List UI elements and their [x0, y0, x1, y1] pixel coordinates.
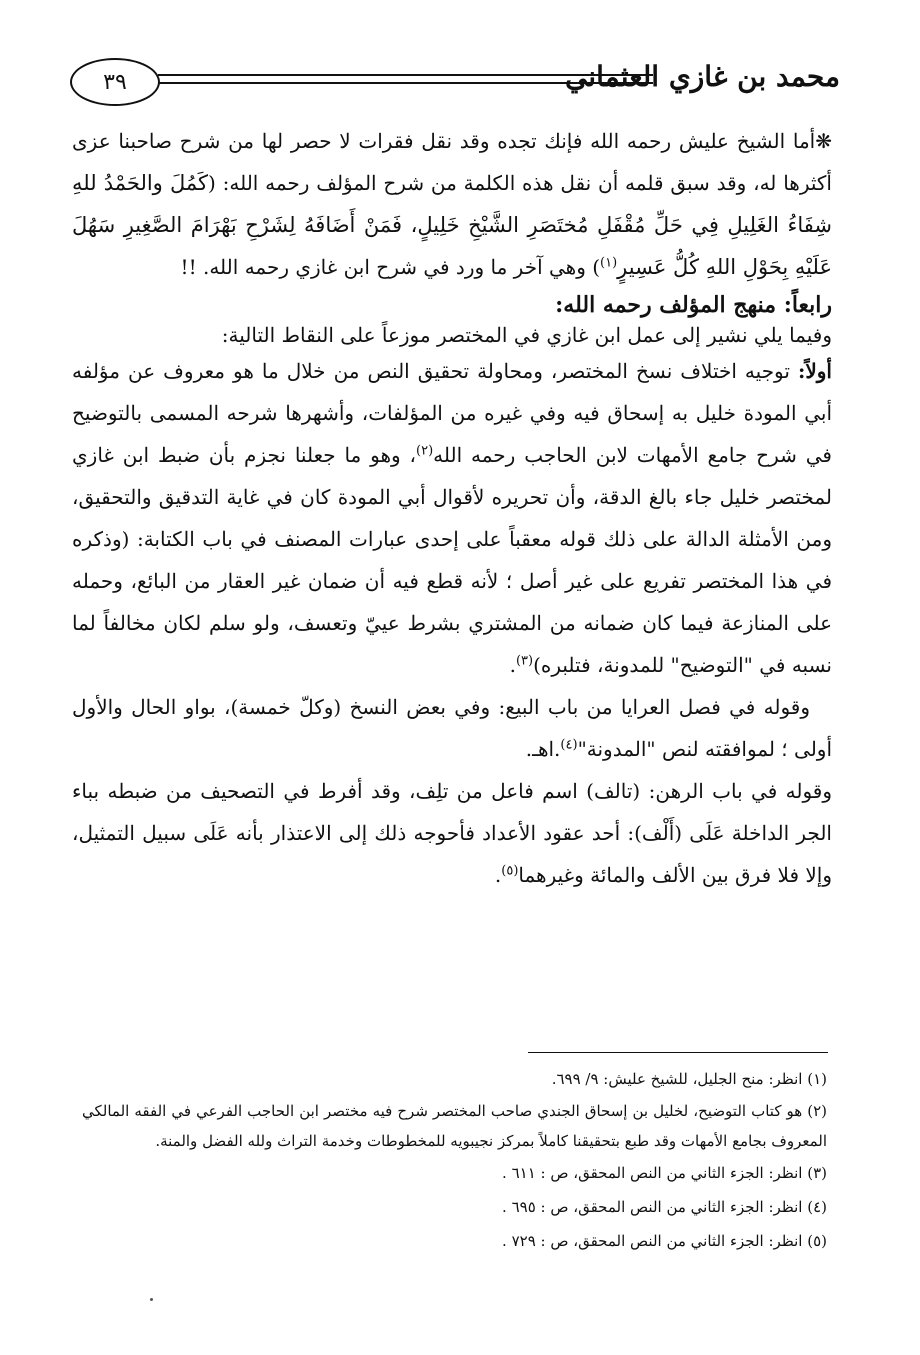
paragraph-alish	[72, 120, 832, 288]
paragraph-text: أما الشيخ عليش رحمه الله فإنك تجده وقد نقل فقرات لا حصر لها من شرح صاحبنا عزى أكثرها له، وقد سبق قلمه أن نقل هذه الكلمة من شرح المؤلف رحمه الله: (	[72, 129, 832, 195]
paragraph-text: .اهـ.	[525, 737, 561, 761]
intro-paragraph: وفيما يلي نشير إلى عمل ابن غازي في المختصر موزعاً على النقاط التالية:	[221, 323, 832, 347]
footnote-item: (١) انظر: منح الجليل، للشيخ عليش: ٩/ ٦٩٩.	[551, 1070, 827, 1088]
paragraph-text: ، وهو ما جعلنا نجزم بأن ضبط ابن غازي لمختصر خليل جاء بالغ الدقة، وأن تحريره لأقوال أبي المودة كان في غاية التدقيق والتحقيق، ومن الأمثلة الدالة على ذلك قوله معقباً على إحدى عبارات المصنف في باب الكتابة: (وذكره في هذا المختصر تفريع على غير أصل ؛ لأنه قطع فيه أن ضمان غير العقار من البائع، وحمله على المنازعة فيما كان ضمانه من المشتري بشرط عييّ وتعسف، ولو سلم لكان مخالفاً لما نسبه في "التوضيح" للمدونة، فتلبره)	[72, 443, 833, 677]
page-header	[70, 58, 840, 108]
footnotes	[82, 1062, 827, 1258]
point-label: أولاً:	[797, 359, 832, 383]
scan-speck	[150, 1298, 153, 1301]
footnote-separator	[528, 1052, 828, 1053]
point-one-paragraph	[72, 350, 832, 686]
footnote-reference: (٤)	[560, 737, 578, 753]
footnote-item: (٤) انظر: الجزء الثاني من النص المحقق، ص : ٦٩٥ .	[502, 1198, 827, 1216]
quoted-text: كَمُلَ والحَمْدُ للهِ شِفَاءُ الغَلِيلِ فِي حَلِّ مُقْفَلِ مُختَصَرِ الشَّيْخِ خَلِيلٍ، فَمَنْ أَضَافَهُ لِشَرْحِ بَهْرَامَ الصَّغِيرِ سَهُلَ عَلَيْهِ بِحَوْلِ اللهِ كُلُّ عَسِيرٍ	[72, 171, 832, 279]
paragraph-text: ) وهي آخر ما ورد في شرح ابن غازي رحمه الله. !!	[180, 255, 601, 279]
paragraph-text: وقوله في باب الرهن: (تالف) اسم فاعل من تلِف، وقد أفرط في التصحيف من ضبطه بباء الجر الداخلة عَلَى (أَلْف): أحد عقود الأعداد فأحوجه ذلك إلى الاعتذار بأنه عَلَى سبيل التمثيل، وإلا فلا فرق بين الألف والمائة وغيرهما	[72, 779, 832, 887]
footnote-reference: (٣)	[515, 653, 534, 669]
page-number: ٣٩	[70, 58, 160, 106]
footnote-item: (٢) هو كتاب التوضيح، لخليل بن إسحاق الجندي صاحب المختصر شرح فيه مختصر ابن الحاجب الفرعي في الفقه المالكي المعروف بجامع الأمهات وقد طبع بتحقيقنا كاملاً بمركز نجيبويه للمخطوطات وخدمة التراث ولله الفضل والمنة.	[82, 1102, 827, 1150]
uraya-paragraph	[72, 686, 832, 770]
footnote-reference: (٢)	[416, 443, 434, 459]
footnote-item: (٥) انظر: الجزء الثاني من النص المحقق، ص : ٧٢٩ .	[502, 1232, 827, 1250]
main-text	[72, 120, 832, 896]
section-heading: رابعاً: منهج المؤلف رحمه الله:	[555, 292, 832, 318]
rahn-paragraph	[72, 770, 832, 896]
paragraph-marker: ❋	[815, 129, 832, 153]
paragraph-text: .	[509, 653, 516, 677]
paragraph-text: وقوله في فصل العرايا من باب البيع: وفي بعض النسخ (وكلّ خمسة)، بواو الحال والأول أولى ؛ لموافقته لنص "المدونة"	[72, 695, 832, 761]
running-title: محمد بن غازي العثماني	[564, 60, 840, 93]
footnote-item: (٣) انظر: الجزء الثاني من النص المحقق، ص : ٦١١ .	[502, 1164, 827, 1182]
paragraph-text: توجيه اختلاف نسخ المختصر، ومحاولة تحقيق النص من خلال ما هو معروف عن مؤلفه أبي المودة خليل به إسحاق فيه وفي غيره من المؤلفات، وأشهرها شرحه المسمى بالتوضيح في شرح جامع الأمهات لابن الحاجب رحمه الله	[72, 359, 832, 467]
paragraph-text: .	[494, 863, 502, 887]
footnote-reference: (٥)	[501, 863, 519, 879]
footnote-reference: (١)	[600, 255, 618, 271]
